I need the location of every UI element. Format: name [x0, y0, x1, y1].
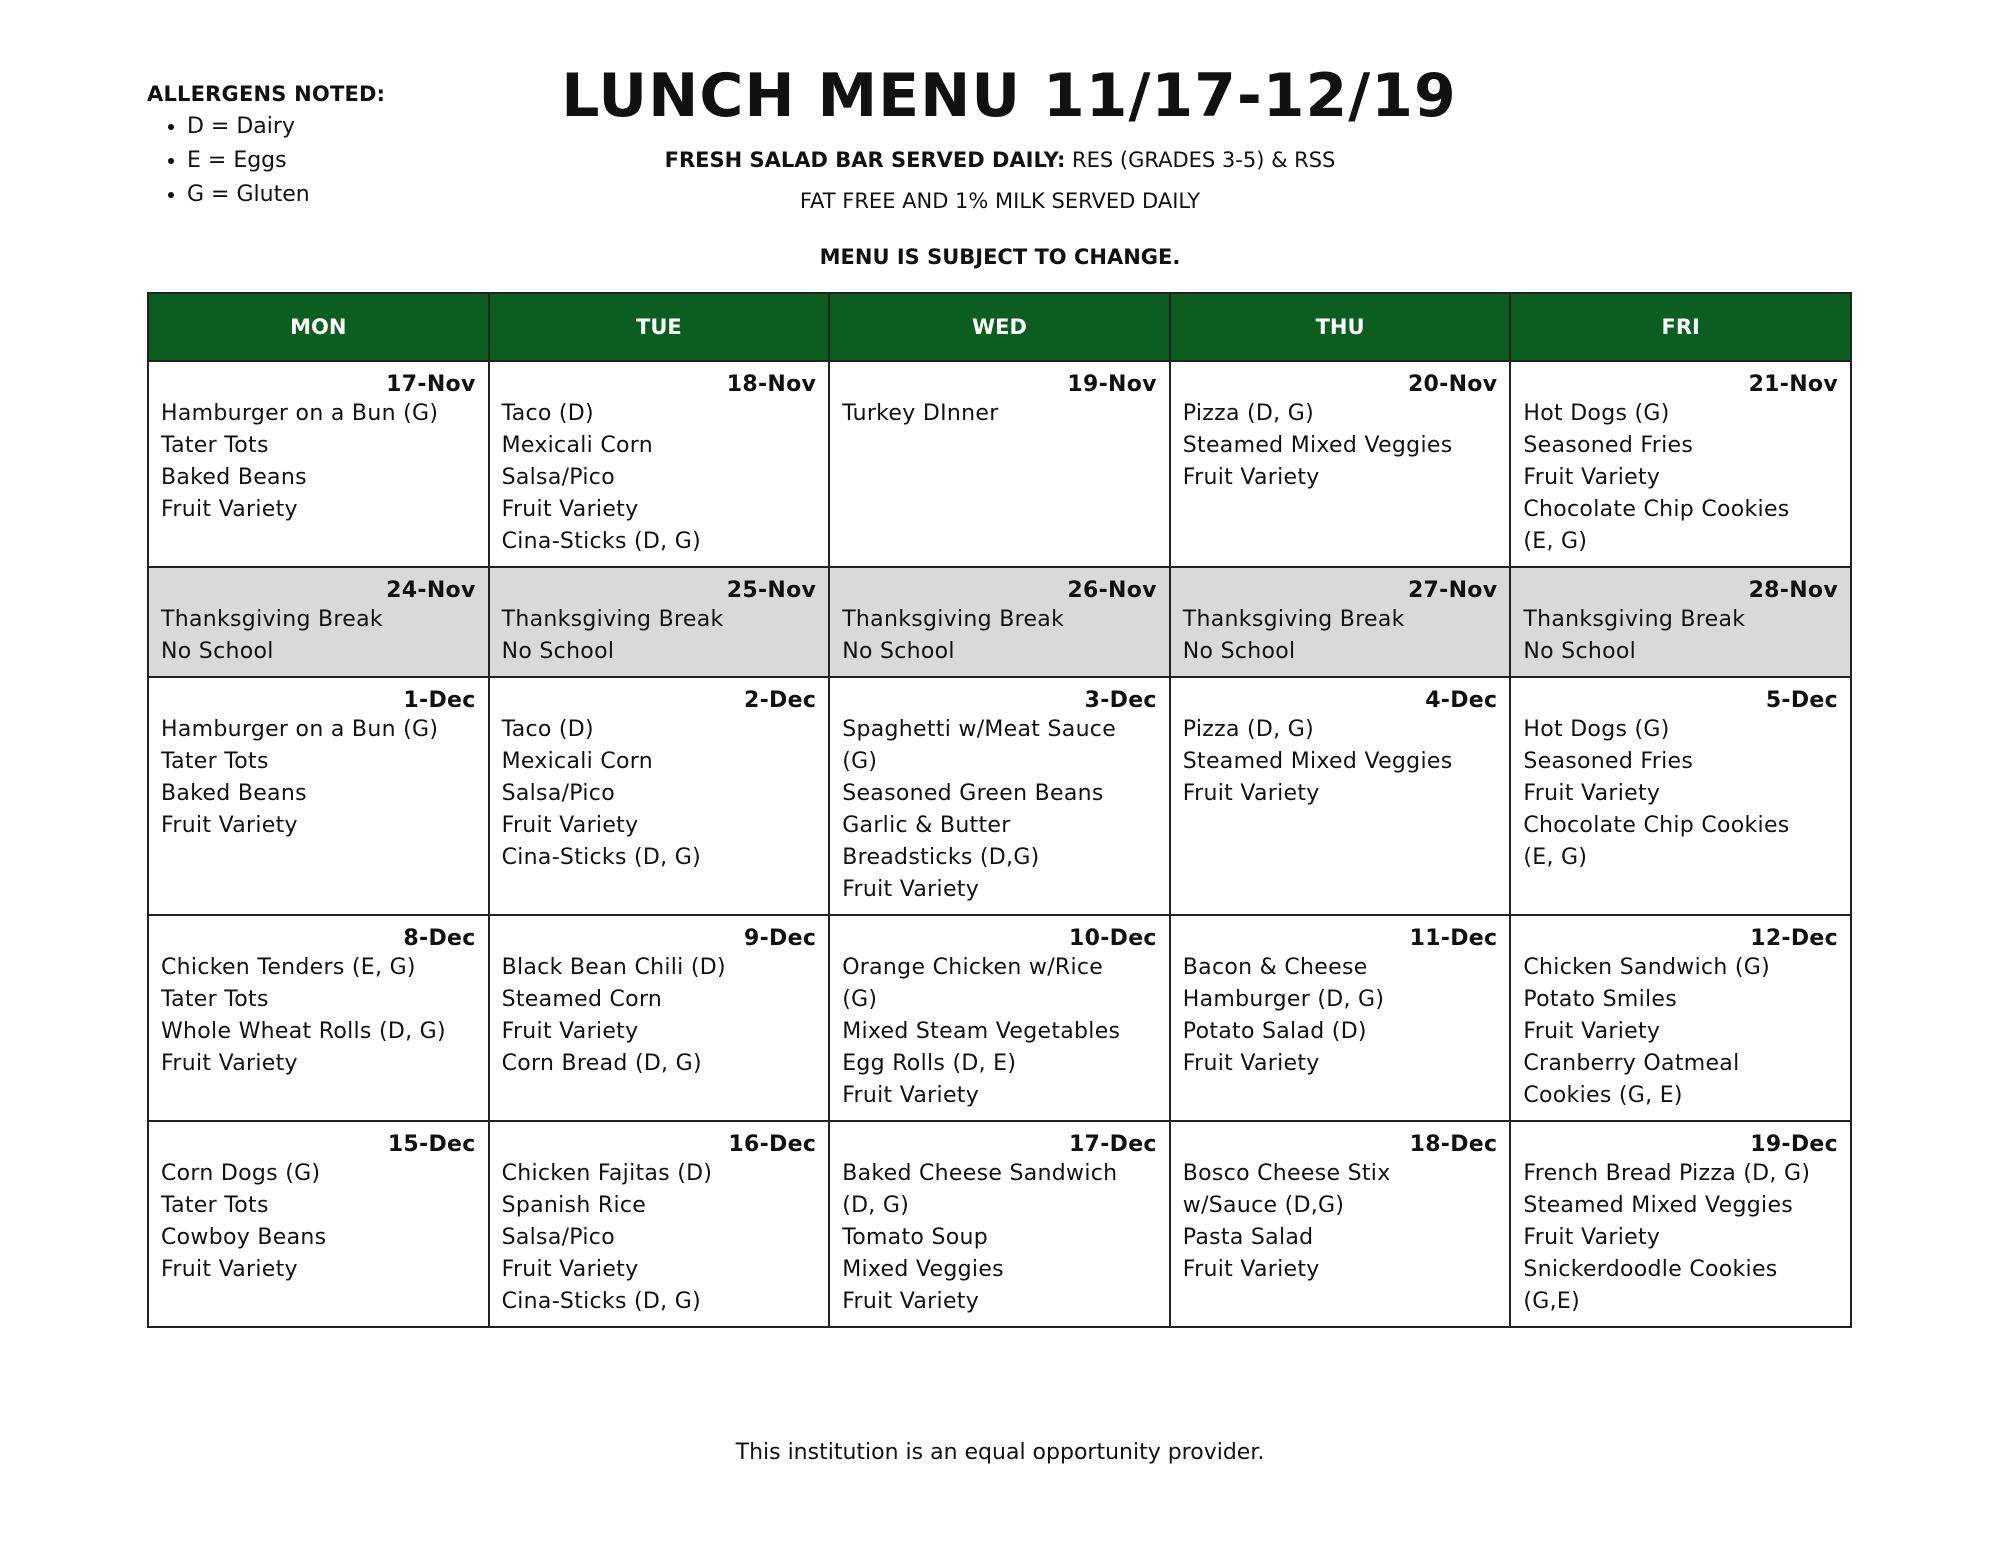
salad-bar-text: RES (GRADES 3-5) & RSS — [1072, 148, 1336, 172]
day-cell — [1170, 915, 1511, 1121]
menu-item: Fruit Variety — [161, 1051, 298, 1076]
menu-item: Chocolate Chip Cookies — [1523, 813, 1790, 838]
day-cell — [489, 915, 830, 1121]
day-header-tue: TUE — [489, 293, 830, 361]
allergen-item: • D = Dairy — [187, 110, 385, 144]
day-cell — [1170, 567, 1511, 677]
menu-item: Seasoned Fries — [1523, 749, 1694, 774]
week-row — [148, 567, 1851, 677]
menu-item: Breadsticks (D,G) — [842, 845, 1040, 870]
menu-item: Steamed Corn — [501, 987, 663, 1012]
menu-item: Fruit Variety — [1182, 781, 1320, 806]
menu-item: Fruit Variety — [161, 813, 298, 838]
menu-item: Corn Bread (D, G) — [501, 1051, 702, 1076]
salad-bar-label: FRESH SALAD BAR SERVED DAILY: — [664, 148, 1066, 172]
menu-item: (E, G) — [1523, 845, 1588, 870]
menu-item: Black Bean Chili (D) — [501, 955, 726, 980]
day-header-thu: THU — [1170, 293, 1511, 361]
menu-item: Tomato Soup — [842, 1225, 988, 1250]
menu-item: Taco (D) — [501, 717, 594, 742]
menu-item: Steamed Mixed Veggies — [1523, 1193, 1794, 1218]
menu-item: Egg Rolls (D, E) — [842, 1051, 1017, 1076]
day-cell — [829, 1121, 1170, 1327]
menu-item: Fruit Variety — [1182, 465, 1320, 490]
day-date: 9-Dec — [744, 926, 817, 951]
menu-body — [148, 361, 1851, 1327]
day-cell — [1510, 1121, 1851, 1327]
menu-item: Seasoned Fries — [1523, 433, 1694, 458]
day-cell — [829, 361, 1170, 567]
menu-item: Fruit Variety — [161, 1257, 298, 1282]
menu-item: (G) — [842, 987, 878, 1012]
day-cell — [489, 361, 830, 567]
menu-item: (G) — [842, 749, 878, 774]
menu-item: Tater Tots — [161, 433, 269, 458]
allergens-title: ALLERGENS NOTED: — [147, 82, 386, 106]
day-date: 21-Nov — [1748, 372, 1838, 397]
day-cell — [829, 567, 1170, 677]
menu-item: Cina-Sticks (D, G) — [501, 845, 701, 870]
menu-item: Pizza (D, G) — [1182, 717, 1314, 742]
menu-item: Salsa/Pico — [501, 1225, 615, 1250]
day-date: 27-Nov — [1407, 578, 1498, 603]
menu-item: Mixed Veggies — [842, 1257, 1004, 1282]
equal-opportunity-footer: This institution is an equal opportunity provider. — [735, 1440, 1265, 1465]
menu-item: Thanksgiving Break — [161, 607, 383, 632]
day-date: 19-Nov — [1067, 372, 1157, 397]
day-cell — [1510, 567, 1851, 677]
menu-item: Steamed Mixed Veggies — [1182, 749, 1453, 774]
menu-item: (G,E) — [1523, 1289, 1580, 1314]
menu-item: w/Sauce (D,G) — [1182, 1193, 1345, 1218]
menu-item: Chocolate Chip Cookies — [1523, 497, 1790, 522]
menu-item: Baked Beans — [161, 465, 307, 490]
day-date: 25-Nov — [726, 578, 817, 603]
menu-item: Fruit Variety — [842, 1083, 980, 1108]
day-date: 26-Nov — [1067, 578, 1157, 603]
menu-item: Turkey DInner — [842, 401, 999, 426]
menu-item: Baked Beans — [161, 781, 307, 806]
day-cell — [1170, 1121, 1511, 1327]
day-date: 3-Dec — [1084, 688, 1157, 713]
menu-item: Fruit Variety — [1523, 465, 1661, 490]
menu-item: Salsa/Pico — [501, 465, 615, 490]
day-date: 12-Dec — [1750, 926, 1838, 951]
menu-item: Fruit Variety — [501, 497, 639, 522]
day-cell — [1510, 915, 1851, 1121]
menu-item: (E, G) — [1523, 529, 1588, 554]
day-date: 18-Dec — [1409, 1132, 1498, 1157]
menu-item: Hamburger on a Bun (G) — [161, 401, 439, 426]
menu-item: Pasta Salad — [1182, 1225, 1314, 1250]
menu-item: Cowboy Beans — [161, 1225, 327, 1250]
day-date: 8-Dec — [403, 926, 476, 951]
week-row — [148, 1121, 1851, 1327]
menu-item: Cookies (G, E) — [1523, 1083, 1683, 1108]
day-cell — [148, 1121, 489, 1327]
menu-item: French Bread Pizza (D, G) — [1523, 1161, 1811, 1186]
menu-item: (D, G) — [842, 1193, 910, 1218]
menu-item: Corn Dogs (G) — [161, 1161, 321, 1186]
day-date: 10-Dec — [1069, 926, 1157, 951]
menu-item: Fruit Variety — [842, 1289, 980, 1314]
day-cell — [1170, 677, 1511, 915]
menu-item: Mixed Steam Vegetables — [842, 1019, 1121, 1044]
menu-item: Thanksgiving Break — [1523, 607, 1746, 632]
menu-item: No School — [161, 639, 274, 664]
menu-item: Fruit Variety — [1523, 1225, 1661, 1250]
day-cell — [148, 361, 489, 567]
day-cell — [1510, 677, 1851, 915]
menu-item: Fruit Variety — [161, 497, 298, 522]
day-cell — [148, 677, 489, 915]
menu-item: Cina-Sticks (D, G) — [501, 1289, 701, 1314]
menu-item: Hot Dogs (G) — [1523, 401, 1670, 426]
day-date: 17-Dec — [1069, 1132, 1157, 1157]
day-cell — [489, 1121, 830, 1327]
allergen-item: • G = Gluten — [187, 178, 385, 212]
day-date: 11-Dec — [1409, 926, 1498, 951]
day-date: 20-Nov — [1407, 372, 1498, 397]
day-cell — [829, 677, 1170, 915]
menu-item: Cina-Sticks (D, G) — [501, 529, 701, 554]
menu-item: Tater Tots — [161, 1193, 269, 1218]
day-cell — [148, 567, 489, 677]
day-cell — [489, 567, 830, 677]
menu-item: Baked Cheese Sandwich — [842, 1161, 1118, 1186]
menu-item: Fruit Variety — [1523, 1019, 1661, 1044]
menu-item: Pizza (D, G) — [1182, 401, 1314, 426]
menu-item: Orange Chicken w/Rice — [842, 955, 1104, 980]
menu-item: Seasoned Green Beans — [842, 781, 1104, 806]
day-cell — [1510, 361, 1851, 567]
menu-item: Spanish Rice — [501, 1193, 647, 1218]
page-title: LUNCH MENU 11/17-12/19 — [561, 61, 1457, 131]
salad-bar-note — [0, 148, 2000, 172]
day-date: 17-Nov — [386, 372, 476, 397]
week-row — [148, 361, 1851, 567]
menu-item: Mexicali Corn — [501, 433, 653, 458]
menu-item: Fruit Variety — [501, 1019, 639, 1044]
menu-item: Hot Dogs (G) — [1523, 717, 1670, 742]
menu-item: Whole Wheat Rolls (D, G) — [161, 1019, 446, 1044]
week-row — [148, 677, 1851, 915]
day-header-row — [148, 293, 1851, 361]
menu-item: Potato Salad (D) — [1182, 1019, 1367, 1044]
menu-item: Fruit Variety — [1182, 1051, 1320, 1076]
day-header-mon: MON — [148, 293, 489, 361]
day-cell — [829, 915, 1170, 1121]
menu-item: Fruit Variety — [842, 877, 980, 902]
day-date: 4-Dec — [1425, 688, 1498, 713]
menu-item: Cranberry Oatmeal — [1523, 1051, 1740, 1076]
allergen-item: • E = Eggs — [187, 144, 385, 178]
menu-item: Taco (D) — [501, 401, 594, 426]
day-date: 1-Dec — [403, 688, 476, 713]
menu-item: Thanksgiving Break — [842, 607, 1065, 632]
menu-change-note: MENU IS SUBJECT TO CHANGE. — [819, 245, 1181, 269]
menu-item: Snickerdoodle Cookies — [1523, 1257, 1778, 1282]
menu-item: Fruit Variety — [501, 1257, 639, 1282]
menu-item: No School — [501, 639, 615, 664]
day-cell — [489, 677, 830, 915]
menu-item: Potato Smiles — [1523, 987, 1678, 1012]
day-date: 5-Dec — [1765, 688, 1838, 713]
menu-item: Bosco Cheese Stix — [1182, 1161, 1391, 1186]
menu-item: Spaghetti w/Meat Sauce — [842, 717, 1117, 742]
menu-item: Thanksgiving Break — [501, 607, 724, 632]
menu-item: No School — [842, 639, 955, 664]
menu-item: Salsa/Pico — [501, 781, 615, 806]
day-date: 15-Dec — [387, 1132, 476, 1157]
day-date: 16-Dec — [728, 1132, 817, 1157]
menu-item: Hamburger (D, G) — [1182, 987, 1385, 1012]
day-header-fri: FRI — [1510, 293, 1851, 361]
menu-item: Steamed Mixed Veggies — [1182, 433, 1453, 458]
day-date: 24-Nov — [386, 578, 476, 603]
menu-item: Chicken Sandwich (G) — [1523, 955, 1771, 980]
menu-item: Garlic & Butter — [842, 813, 1011, 838]
menu-item: No School — [1523, 639, 1637, 664]
day-cell — [1170, 361, 1511, 567]
day-date: 2-Dec — [744, 688, 817, 713]
week-row — [148, 915, 1851, 1121]
menu-item: Chicken Fajitas (D) — [501, 1161, 713, 1186]
menu-item: Hamburger on a Bun (G) — [161, 717, 439, 742]
milk-note: FAT FREE AND 1% MILK SERVED DAILY — [799, 189, 1201, 213]
menu-item: Tater Tots — [161, 987, 269, 1012]
day-date: 28-Nov — [1748, 578, 1838, 603]
menu-item: Fruit Variety — [1523, 781, 1661, 806]
menu-item: Mexicali Corn — [501, 749, 653, 774]
menu-item: Chicken Tenders (E, G) — [161, 955, 416, 980]
menu-item: Bacon & Cheese — [1182, 955, 1368, 980]
day-date: 18-Nov — [726, 372, 817, 397]
menu-item: No School — [1182, 639, 1296, 664]
menu-item: Fruit Variety — [1182, 1257, 1320, 1282]
menu-item: Thanksgiving Break — [1182, 607, 1405, 632]
day-header-wed: WED — [829, 293, 1170, 361]
lunch-menu-table — [147, 292, 1852, 1328]
menu-item: Fruit Variety — [501, 813, 639, 838]
day-cell — [148, 915, 489, 1121]
menu-item: Tater Tots — [161, 749, 269, 774]
day-date: 19-Dec — [1750, 1132, 1838, 1157]
